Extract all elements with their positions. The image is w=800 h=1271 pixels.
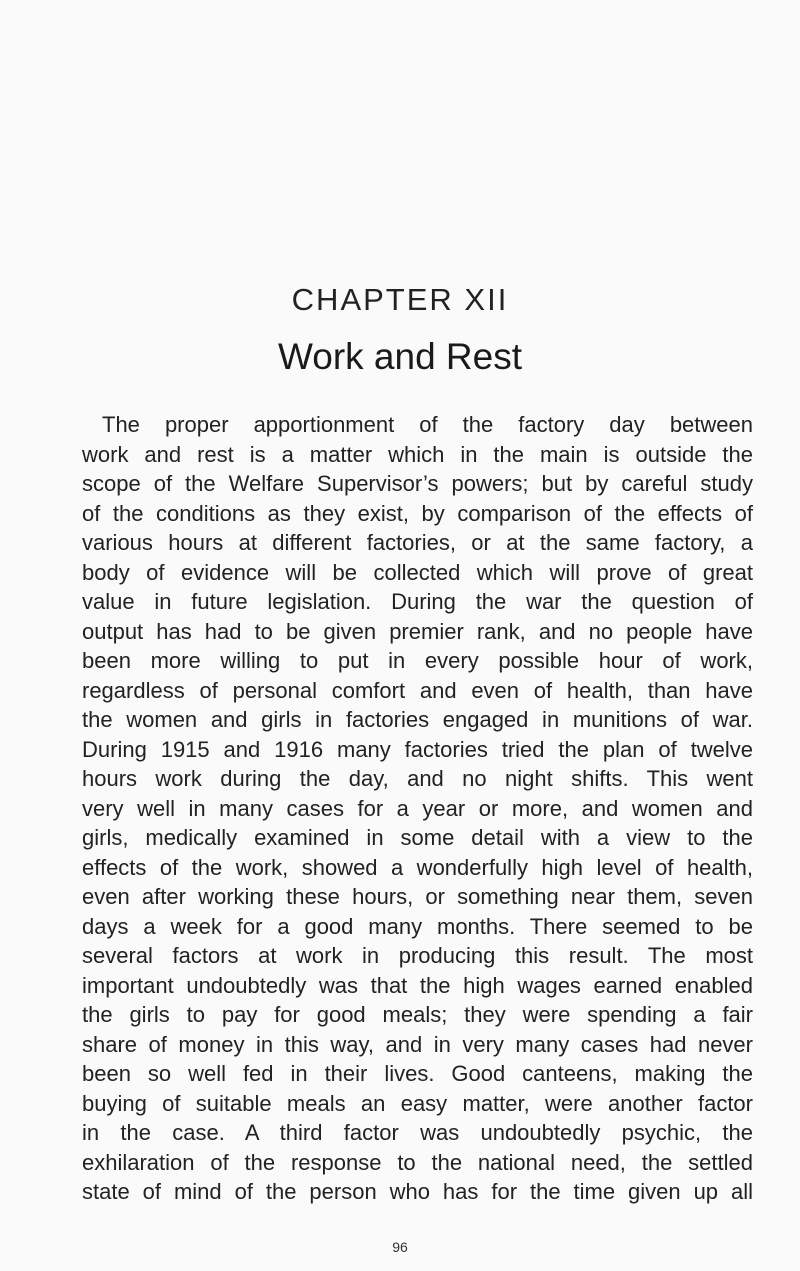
text-line: exhilaration of the response to the national need, the settled xyxy=(82,1149,753,1175)
text-line: days a week for a good many months. There seemed to be xyxy=(82,913,753,939)
chapter-title: Work and Rest xyxy=(277,336,523,377)
text-line: in the case. A third factor was undoubtedly psychic, the xyxy=(82,1120,753,1145)
text-line: buying of suitable meals an easy matter, were another factor xyxy=(82,1090,753,1116)
text-line: value in future legislation. During the war the question of xyxy=(82,589,753,614)
text-line: girls, medically examined in some detail with a view to the xyxy=(82,825,753,850)
chapter-label: CHAPTER XII xyxy=(291,282,509,317)
text-line: hours work during the day, and no night shifts. This went xyxy=(82,766,753,791)
text-line: the girls to pay for good meals; they were spending a fair xyxy=(82,1002,753,1027)
text-line: important undoubtedly was that the high wages earned enabled xyxy=(82,972,753,998)
text-line: of the conditions as they exist, by comparison of the effects of xyxy=(82,500,753,526)
text-line: very well in many cases for a year or more, and women and xyxy=(82,795,753,821)
text-line: work and rest is a matter which in the main is outside the xyxy=(82,441,753,467)
text-line: the women and girls in factories engaged in munitions of war. xyxy=(82,707,753,732)
text-line: state of mind of the person who has for the time given up all xyxy=(82,1179,753,1204)
text-line: The proper apportionment of the factory day between xyxy=(102,412,753,437)
body-paragraph xyxy=(82,410,753,1207)
text-line: output has had to be given premier rank, and no people have xyxy=(82,618,753,644)
text-line: body of evidence will be collected which will prove of great xyxy=(82,559,753,585)
text-line: regardless of personal comfort and even of health, than have xyxy=(82,677,753,703)
text-line: various hours at different factories, or at the same factory, a xyxy=(82,530,753,555)
text-line: effects of the work, showed a wonderfully high level of health, xyxy=(82,854,753,880)
text-line: been so well fed in their lives. Good canteens, making the xyxy=(82,1061,753,1086)
text-line: even after working these hours, or something near them, seven xyxy=(82,884,753,909)
text-line: scope of the Welfare Supervisor’s powers; but by careful study xyxy=(82,471,753,496)
text-line: During 1915 and 1916 many factories tried the plan of twelve xyxy=(82,736,753,762)
page-number: 96 xyxy=(392,1239,408,1255)
text-line: been more willing to put in every possible hour of work, xyxy=(82,648,753,673)
text-line: several factors at work in producing this result. The most xyxy=(82,943,753,968)
text-line: share of money in this way, and in very many cases had never xyxy=(82,1031,753,1057)
